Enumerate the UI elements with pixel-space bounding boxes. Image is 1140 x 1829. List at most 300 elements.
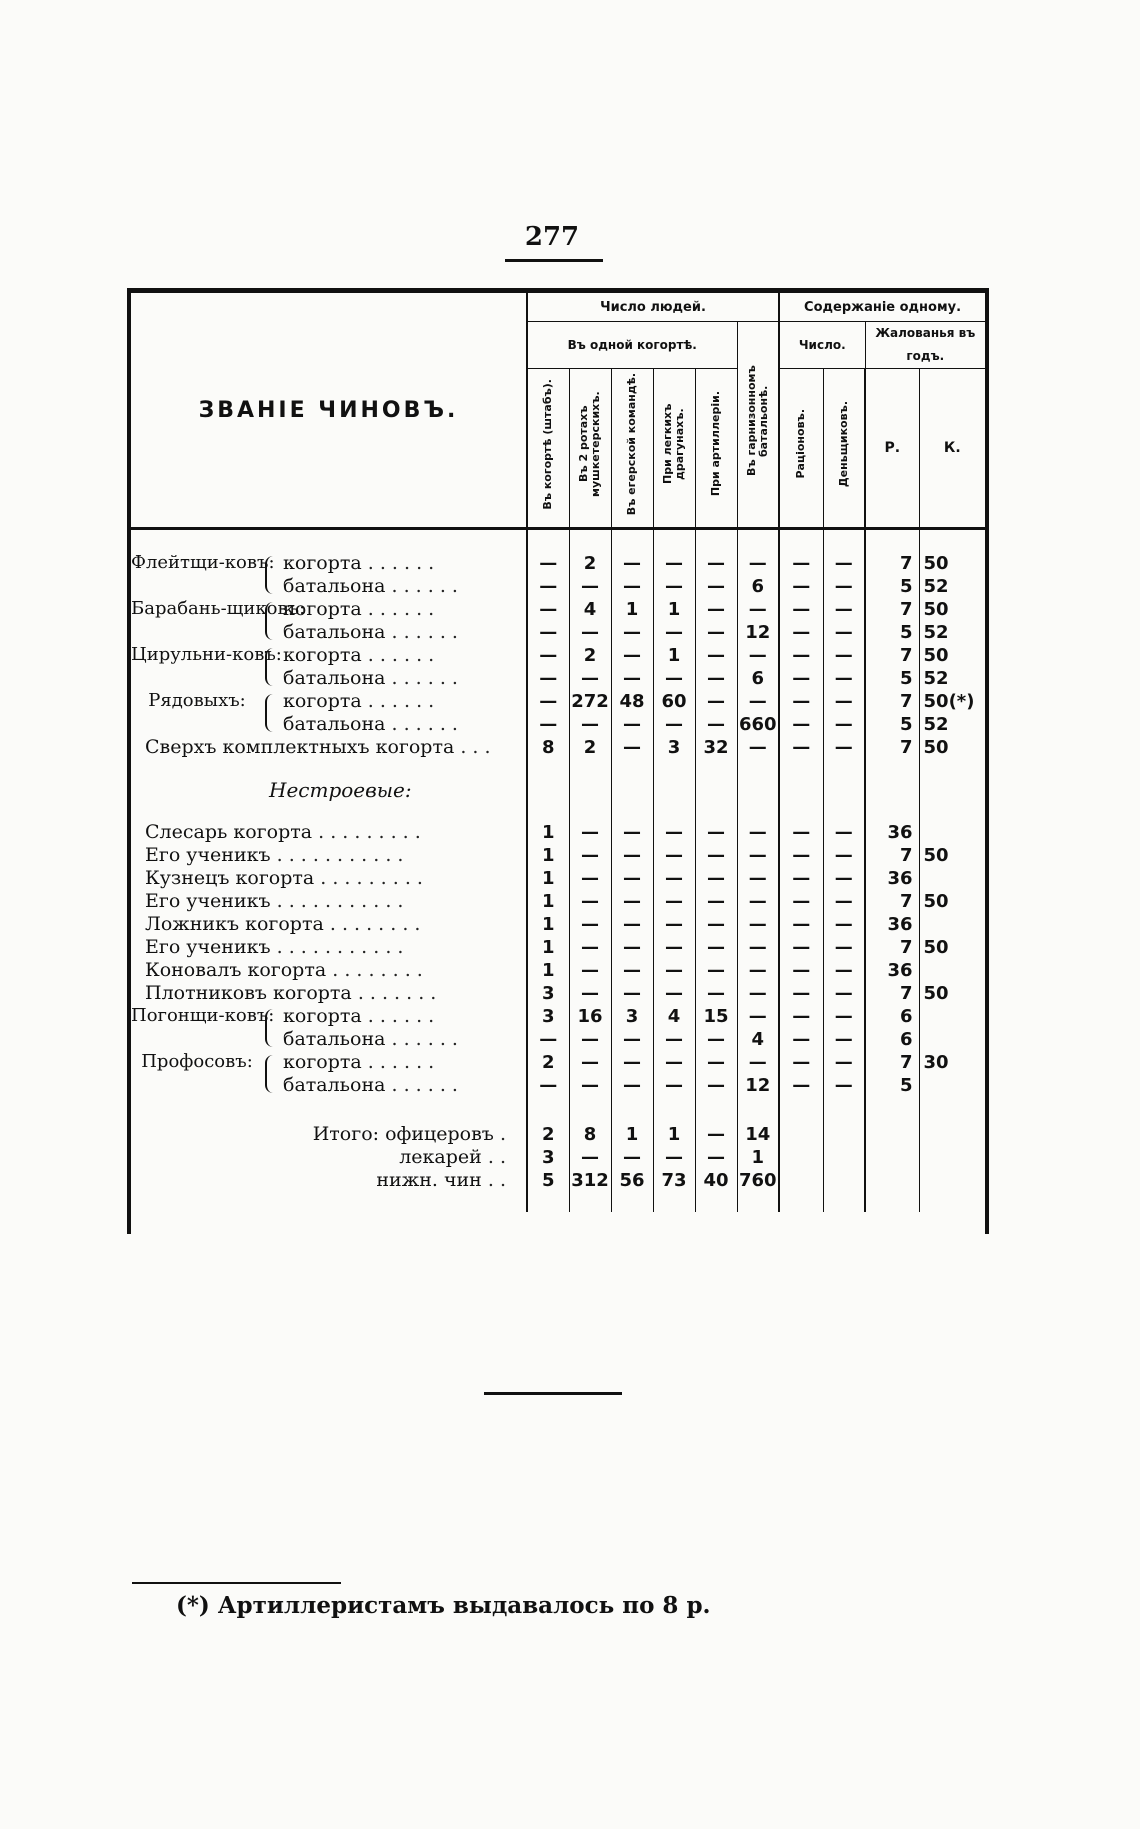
table-cell: — <box>695 1123 737 1146</box>
table-cell: — <box>823 1074 865 1097</box>
rank-name: Флейтщи-ковъ: <box>131 552 275 573</box>
table-cell <box>779 1146 823 1169</box>
table-cell: 1 <box>611 598 653 621</box>
table-cell: 52 <box>923 576 949 597</box>
table-cell: 12 <box>737 1074 779 1097</box>
table-cell: 7 <box>865 844 919 867</box>
group-header-pay: Содержаніе одному. <box>779 293 985 322</box>
table-cell: — <box>779 844 823 867</box>
table-cell <box>919 959 985 982</box>
table-row <box>131 1051 985 1074</box>
subheader-number: Число. <box>779 322 865 369</box>
table-cell: — <box>527 1074 569 1097</box>
table-cell: 1 <box>653 1123 695 1146</box>
rank-table-grid <box>131 293 985 1212</box>
table-cell: — <box>737 844 779 867</box>
table-row <box>131 644 985 667</box>
subheader-salary: Жалованья въ годъ. <box>865 322 985 369</box>
table-cell: 7 <box>865 690 919 713</box>
col-header-garrison: Въ гарнизонномъ батальонѣ. <box>737 322 779 529</box>
table-cell: — <box>823 867 865 890</box>
leader-dots: . . . . . . . . <box>329 913 421 935</box>
table-cell: — <box>569 890 611 913</box>
table-cell: — <box>569 867 611 890</box>
table-row <box>131 936 985 959</box>
table-row <box>131 690 985 713</box>
sub-label: батальона . . . . . . <box>283 1028 458 1050</box>
table-cell: 7 <box>865 936 919 959</box>
table-cell: 1 <box>611 1123 653 1146</box>
table-cell: — <box>653 982 695 1005</box>
page-number-rule <box>505 259 603 262</box>
sub-label: когорта . . . . . . <box>283 1051 435 1073</box>
table-cell: 2 <box>527 1123 569 1146</box>
table-cell: — <box>569 936 611 959</box>
table-cell: 50 <box>923 553 949 574</box>
table-cell: — <box>823 667 865 690</box>
subheader-one-cohort: Въ одной когортѣ. <box>527 322 737 369</box>
brace <box>265 1055 277 1093</box>
table-cell: — <box>779 1074 823 1097</box>
table-cell: — <box>653 821 695 844</box>
table-cell: — <box>779 644 823 667</box>
table-cell: — <box>653 1028 695 1051</box>
table-cell: 15 <box>695 1005 737 1028</box>
row-label <box>131 959 527 982</box>
table-cell: — <box>737 959 779 982</box>
table-cell: — <box>611 667 653 690</box>
rank-group <box>131 598 527 644</box>
brace <box>265 602 277 640</box>
table-cell: — <box>737 644 779 667</box>
table-cell <box>919 1074 985 1097</box>
table-cell: — <box>695 936 737 959</box>
table-cell: — <box>611 913 653 936</box>
table-cell: 3 <box>527 1005 569 1028</box>
table-row <box>131 890 985 913</box>
table-cell: — <box>695 598 737 621</box>
table-cell: — <box>569 667 611 690</box>
table-cell: — <box>527 667 569 690</box>
table-cell: — <box>779 552 823 575</box>
sub-label: батальона . . . . . . <box>283 575 458 597</box>
table-cell: 3 <box>611 1005 653 1028</box>
table-cell: — <box>695 667 737 690</box>
table-row <box>131 1169 985 1192</box>
table-cell: 36 <box>865 867 919 890</box>
table-cell: — <box>611 552 653 575</box>
table-cell: 6 <box>865 1028 919 1051</box>
sub-label: батальона . . . . . . <box>283 621 458 643</box>
table-cell: 5 <box>865 713 919 736</box>
table-cell: — <box>653 936 695 959</box>
table-cell: — <box>779 690 823 713</box>
table-cell: 1 <box>527 936 569 959</box>
table-cell: 14 <box>737 1123 779 1146</box>
rank-group <box>131 552 527 598</box>
table-cell: — <box>823 621 865 644</box>
sub-label: батальона . . . . . . <box>283 713 458 735</box>
table-cell: — <box>823 644 865 667</box>
footnote-rule <box>132 1582 341 1584</box>
page-number: 277 <box>524 222 580 252</box>
leader-dots: . . . . . . . . . . . <box>276 936 404 958</box>
table-row <box>131 982 985 1005</box>
rank-group <box>131 690 527 736</box>
table-cell: 73 <box>653 1169 695 1192</box>
row-label-text: Слесарь когорта <box>145 821 313 843</box>
row-label-text: Коновалъ когорта <box>145 959 327 981</box>
row-label <box>131 913 527 936</box>
rank-table <box>127 288 989 1234</box>
row-label-text: лекарей <box>399 1146 482 1168</box>
table-cell: 2 <box>569 644 611 667</box>
table-cell: 30 <box>923 1052 949 1073</box>
table-cell <box>919 867 985 890</box>
table-cell: — <box>779 621 823 644</box>
table-cell: — <box>779 982 823 1005</box>
table-cell <box>865 1123 919 1146</box>
table-cell: — <box>695 844 737 867</box>
row-label <box>131 736 527 759</box>
table-cell: 8 <box>527 736 569 759</box>
table-cell: — <box>737 913 779 936</box>
table-cell: — <box>569 1028 611 1051</box>
row-label-text: Плотниковъ когорта <box>145 982 352 1004</box>
table-cell: 12 <box>737 621 779 644</box>
table-cell: — <box>695 552 737 575</box>
table-cell: — <box>737 890 779 913</box>
table-cell: 50 <box>923 845 949 866</box>
leader-dots: . . . <box>460 736 491 758</box>
table-cell: — <box>823 913 865 936</box>
table-cell: 50 <box>923 645 949 666</box>
section-divider <box>484 1392 622 1395</box>
table-row <box>131 959 985 982</box>
table-cell: 3 <box>527 1146 569 1169</box>
table-cell <box>779 1169 823 1192</box>
table-cell: 5 <box>865 1074 919 1097</box>
leader-dots: . . . . . . . . . . . <box>276 844 404 866</box>
table-cell: 4 <box>737 1028 779 1051</box>
table-cell: — <box>569 1051 611 1074</box>
col-header-orderlies: Деньщиковъ. <box>823 369 865 529</box>
table-cell: — <box>823 959 865 982</box>
table-cell <box>779 1123 823 1146</box>
row-label <box>131 844 527 867</box>
table-cell: 6 <box>865 1005 919 1028</box>
table-cell: — <box>569 1146 611 1169</box>
table-cell: — <box>569 913 611 936</box>
table-cell: 40 <box>695 1169 737 1192</box>
leader-dots: . <box>499 1123 506 1145</box>
table-cell: 1 <box>527 867 569 890</box>
table-cell: 2 <box>527 1051 569 1074</box>
table-row <box>131 552 985 575</box>
table-cell <box>823 1123 865 1146</box>
table-cell: 7 <box>865 982 919 1005</box>
table-cell: — <box>695 913 737 936</box>
table-cell: 52 <box>923 714 949 735</box>
table-cell: 5 <box>527 1169 569 1192</box>
table-cell: 8 <box>569 1123 611 1146</box>
table-cell: 52 <box>923 622 949 643</box>
table-cell <box>919 913 985 936</box>
table-cell: — <box>779 1051 823 1074</box>
table-cell: 1 <box>527 913 569 936</box>
table-cell: 4 <box>569 598 611 621</box>
table-cell: — <box>779 913 823 936</box>
table-cell: 5 <box>865 621 919 644</box>
rank-name: Цирульни-ковъ: <box>131 644 282 665</box>
table-cell <box>823 1169 865 1192</box>
table-cell: — <box>527 1028 569 1051</box>
col-header-musketeers: Въ 2 ротахъ мушкетерскихъ. <box>569 369 611 529</box>
table-cell: — <box>611 959 653 982</box>
table-cell: — <box>611 736 653 759</box>
table-body <box>131 529 985 1213</box>
col-header-artillery: При артиллеріи. <box>695 369 737 529</box>
table-row <box>131 598 985 621</box>
table-cell: — <box>737 552 779 575</box>
rank-name: Профосовъ: <box>141 1051 253 1072</box>
table-cell: 50 <box>923 891 949 912</box>
row-label-text: Ложникъ когорта <box>145 913 324 935</box>
table-cell: 50(*) <box>923 691 975 712</box>
rank-name: Барабань-щиковъ: <box>131 598 306 619</box>
table-cell: 6 <box>737 575 779 598</box>
table-cell: — <box>695 644 737 667</box>
col-header-cohort-staff: Въ когортѣ (штабъ). <box>527 369 569 529</box>
table-cell: 7 <box>865 890 919 913</box>
table-cell: 7 <box>865 598 919 621</box>
brace <box>265 556 277 594</box>
leader-dots: . . . . . . . . . <box>318 821 421 843</box>
leader-dots: . . . . . . . . . <box>320 867 423 889</box>
table-cell: — <box>611 644 653 667</box>
table-cell: 1 <box>527 890 569 913</box>
table-cell: 36 <box>865 959 919 982</box>
table-title: ЗВАНІЕ ЧИНОВЪ. <box>131 293 527 529</box>
table-cell: — <box>823 1028 865 1051</box>
table-cell: — <box>823 1051 865 1074</box>
table-cell: — <box>737 821 779 844</box>
table-row <box>131 844 985 867</box>
table-cell: — <box>653 867 695 890</box>
sub-label: батальона . . . . . . <box>283 1074 458 1096</box>
leader-dots: . . . . . . . . . . . <box>276 890 404 912</box>
table-cell: 48 <box>611 690 653 713</box>
table-cell: — <box>527 621 569 644</box>
col-header-rubles: Р. <box>865 369 919 529</box>
table-cell <box>919 1146 985 1169</box>
table-cell: — <box>695 982 737 1005</box>
table-cell: — <box>527 552 569 575</box>
table-cell: — <box>569 982 611 1005</box>
table-cell: — <box>779 575 823 598</box>
table-cell: — <box>779 1028 823 1051</box>
table-cell: — <box>695 867 737 890</box>
table-cell: 36 <box>865 913 919 936</box>
table-cell: — <box>823 575 865 598</box>
table-cell: — <box>823 821 865 844</box>
table-cell: — <box>527 690 569 713</box>
table-cell: — <box>527 713 569 736</box>
table-cell: — <box>527 644 569 667</box>
table-cell <box>865 1146 919 1169</box>
table-cell: — <box>737 1051 779 1074</box>
table-cell: — <box>695 1074 737 1097</box>
table-cell: 1 <box>527 959 569 982</box>
leader-dots: . . <box>487 1169 506 1191</box>
table-cell: — <box>653 621 695 644</box>
sub-label: когорта . . . . . . <box>283 552 435 574</box>
table-cell <box>823 1146 865 1169</box>
table-cell: — <box>737 690 779 713</box>
group-header-people: Число людей. <box>527 293 779 322</box>
table-cell: — <box>569 959 611 982</box>
table-cell: — <box>611 844 653 867</box>
row-label <box>131 867 527 890</box>
brace <box>265 694 277 732</box>
table-cell: — <box>823 844 865 867</box>
table-cell: 4 <box>653 1005 695 1028</box>
table-cell: — <box>779 890 823 913</box>
table-cell: — <box>611 1074 653 1097</box>
table-cell: — <box>569 844 611 867</box>
table-cell: — <box>653 844 695 867</box>
table-row <box>131 1123 985 1146</box>
row-label <box>131 982 527 1005</box>
table-cell: — <box>779 598 823 621</box>
table-cell: 7 <box>865 1051 919 1074</box>
table-cell: — <box>527 598 569 621</box>
table-cell: 50 <box>923 937 949 958</box>
table-row <box>131 1146 985 1169</box>
table-cell: — <box>823 936 865 959</box>
table-cell: — <box>695 621 737 644</box>
table-cell <box>865 1169 919 1192</box>
table-cell: — <box>823 552 865 575</box>
table-cell: 52 <box>923 668 949 689</box>
table-cell: 760 <box>737 1169 779 1192</box>
table-cell: 7 <box>865 644 919 667</box>
table-cell: — <box>695 1146 737 1169</box>
table-cell: — <box>695 1028 737 1051</box>
row-label-text: Сверхъ комплектныхъ когорта <box>145 736 455 758</box>
table-cell: 56 <box>611 1169 653 1192</box>
sub-label: батальона . . . . . . <box>283 667 458 689</box>
table-cell <box>919 1005 985 1028</box>
table-cell: — <box>653 552 695 575</box>
table-cell: — <box>611 936 653 959</box>
rank-group <box>131 1005 527 1051</box>
table-cell: 312 <box>569 1169 611 1192</box>
table-cell: — <box>653 1146 695 1169</box>
table-cell: — <box>653 1051 695 1074</box>
table-cell: 7 <box>865 736 919 759</box>
table-cell: — <box>737 1005 779 1028</box>
table-cell: — <box>737 982 779 1005</box>
table-cell: — <box>695 890 737 913</box>
table-cell: 5 <box>865 667 919 690</box>
table-cell: — <box>737 736 779 759</box>
col-header-kopecks: К. <box>919 369 985 529</box>
brace <box>265 1009 277 1047</box>
table-cell: — <box>653 959 695 982</box>
table-cell: 32 <box>695 736 737 759</box>
row-label-text: Его ученикъ <box>145 844 271 866</box>
table-cell: — <box>695 690 737 713</box>
table-cell: — <box>695 821 737 844</box>
table-cell: — <box>695 713 737 736</box>
table-cell: — <box>611 1028 653 1051</box>
table-cell: — <box>569 1074 611 1097</box>
table-cell: 60 <box>653 690 695 713</box>
table-cell: 50 <box>923 737 949 758</box>
sub-label: когорта . . . . . . <box>283 644 435 666</box>
table-cell: 2 <box>569 736 611 759</box>
rank-group <box>131 1051 527 1097</box>
table-row <box>131 913 985 936</box>
table-cell: 1 <box>653 598 695 621</box>
table-cell: — <box>823 890 865 913</box>
table-cell: 50 <box>923 983 949 1004</box>
table-cell: — <box>737 598 779 621</box>
leader-dots: . . . . . . . . <box>332 959 423 981</box>
table-cell: — <box>611 1146 653 1169</box>
table-cell: — <box>779 1005 823 1028</box>
sub-label: когорта . . . . . . <box>283 690 435 712</box>
row-label-text: Его ученикъ <box>145 936 271 958</box>
table-cell: — <box>779 959 823 982</box>
table-row <box>131 1005 985 1028</box>
table-cell: — <box>611 1051 653 1074</box>
table-cell: 7 <box>865 552 919 575</box>
table-cell: — <box>611 821 653 844</box>
col-header-rations: Раціоновъ. <box>779 369 823 529</box>
sub-label: когорта . . . . . . <box>283 1005 435 1027</box>
table-cell: — <box>695 575 737 598</box>
table-cell: — <box>611 867 653 890</box>
table-cell: 1 <box>653 644 695 667</box>
table-cell: 272 <box>569 690 611 713</box>
table-cell: — <box>611 575 653 598</box>
row-label-text: Итого: офицеровъ <box>312 1123 494 1145</box>
table-cell: — <box>779 713 823 736</box>
table-cell: — <box>779 736 823 759</box>
table-cell <box>919 1123 985 1146</box>
table-cell: — <box>611 890 653 913</box>
table-cell: — <box>653 913 695 936</box>
table-cell: — <box>611 713 653 736</box>
table-cell: — <box>569 575 611 598</box>
table-cell: 36 <box>865 821 919 844</box>
col-header-jaegers: Въ егерской командѣ. <box>611 369 653 529</box>
table-cell: — <box>611 982 653 1005</box>
footnote: (*) Артиллеристамъ выдавалось по 8 р. <box>176 1592 711 1619</box>
rank-name: Погонщи-ковъ: <box>131 1005 275 1026</box>
table-cell: — <box>653 713 695 736</box>
table-row <box>131 867 985 890</box>
table-cell: — <box>737 867 779 890</box>
table-cell: 1 <box>737 1146 779 1169</box>
table-cell: — <box>653 575 695 598</box>
table-cell: 3 <box>653 736 695 759</box>
table-cell: — <box>527 575 569 598</box>
table-cell: 6 <box>737 667 779 690</box>
table-cell: 1 <box>527 821 569 844</box>
